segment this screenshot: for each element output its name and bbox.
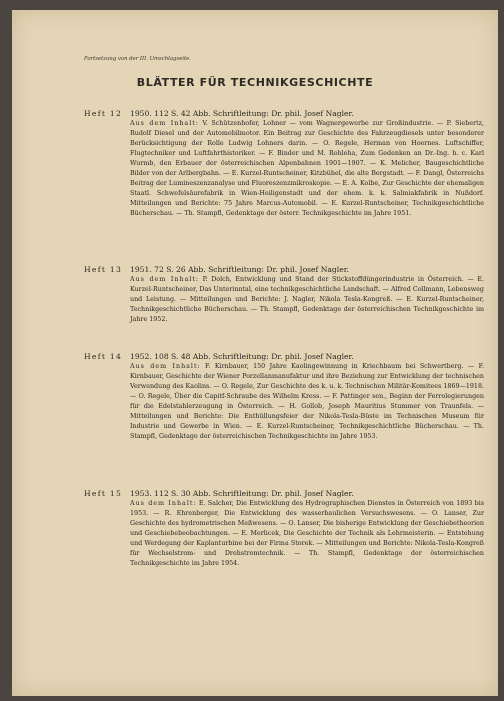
issue-body — [130, 352, 484, 442]
issue-body — [130, 265, 484, 325]
contents-label: Aus dem Inhalt: — [130, 363, 201, 370]
issue-contents — [130, 119, 484, 219]
page-title: BLÄTTER FÜR TECHNIKGESCHICHTE — [136, 76, 374, 89]
contents-text: E. Salcher, Die Entwicklung des Hydrographischen Dienstes in Österreich von 1893 bis 1953. — R. Ehrenberger, Die Entwicklung des wasserbaulichen Versuchswesens. — O. Lanser, Zur Geschichte des hydrometrischen Meßwesens. — O. Lanser, Die bisherige Entwicklung der Geschiebetheorien und Geschiebebeobachtungen. — E. Merlicek, Die Geschichte der Technik als Lehrmeisterin. — Entstehung und Werdegang der Kaplanturbine bei der Firma Storek. — Mitteilungen und Berichte: Nikola-Tesla-Kongreß für Wechselstrom- und Drehstromtechnik. — Th. Stampfl, Gedenktage der österreichischen Technikgeschichte im Jahre 1954. — [130, 500, 484, 567]
contents-text: P. Dolch, Entwicklung und Stand der Stickstoffdüngerindustrie in Österreich. — E. Kurzel-Runtscheiner, Das Unterinntal, eine technikgeschichtliche Landschaft. — Alfred Collmann, Lebensweg und Leistung. — Mitteilungen und Berichte: J. Nagler, Nikola Tesla-Kongreß. — E. Kurzel-Runtscheiner, Technikgeschichtliche Bücherschau. — Th. Stampfl, Gedenktage der österreichischen Technikgeschichte im Jahre 1952. — [130, 276, 484, 323]
contents-text: F. Kirnbauer, 150 Jahre Kaolingewinnung in Kriechbaum bei Schwertberg. — F. Kirnbauer, Geschichte der Wiener Porzellanmanufaktur und ihre Beziehung zur Entwicklung der technischen Verwendung des Kaolins. — O. Regele, Zur Geschichte des k. u. k. Technischen Militär-Komitees 1869—1918. — O. Regele, Über die Capitf-Schraube des Wilhelm Kress. — F. Pattinger sen., Beginn der Ferrolegierungen für die Edelstahlerzeugung in Österreich. — H. Gollob, Joseph Mauritius Stummer von Traunfels. — Mitteilungen und Berichte: Die Enthüllungsfeier der Nikola-Tesla-Büste im Technischen Museum für Industrie und Gewerbe in Wien. — E. Kurzel-Runtscheiner, Technikgeschichtliche Bücherschau. — Th. Stampfl, Gedenktage der österreichischen Technikgeschichte im Jahre 1953. — [130, 363, 484, 440]
issue-heading: 1953. 112 S. 30 Abb. Schriftleitung: Dr. phil. Josef Nagler. — [130, 489, 354, 498]
contents-text: V. Schützenhofer, Lohner — vom Wagnergewerbe zur Großindustrie. — P. Siebertz, Rudolf Diesel und der Automobilmotor. Ein Beitrag zur Geschichte des Fahrzeugdiesels unter besonderer Berücksichtigung der Rolle Ludwig Lohners darin. — O. Regele, Herman von Hoernes. Luftschiffer, Flugtechniker und Luftfahrthistoriker. — F. Binder und M. Rohleha, Zum Gedenken an Dr.-Ing. h. c. Karl Wurmb, den Erbauer der österreichischen Alpenbahnen 1901—1907. — K. Melicher, Baugeschichtliche Bilder von der Arlbergbahn. — E. Kurzel-Runtscheiner, Kitzbühel, die alte Bergstadt. — F. Dangl, Österreichs Beitrag der Lumineszenzanalyse und Fluoreszenzmikroskopie. — E. A. Kolbe, Zur Geschichte der ehemaligen Staatl. Schwefelsäurefabrik in Wien-Heiligenstadt und der ehem. k. k. Salmiakfabrik in Nußdorf. Mitteilungen und Berichte: 75 Jahre Marcus-Automobil. — E. Kurzel-Runtscheiner, Technikgeschichtliche Bücherschau. — Th. Stampfl, Gedenktage der österr. Technikgeschichte im Jahre 1951. — [130, 120, 484, 217]
issue-body — [130, 109, 484, 219]
issue-label: Heft 13 — [84, 265, 123, 274]
page-sheet — [12, 10, 498, 696]
continuation-note: Fortsetzung von der III. Umschlagseite. — [84, 56, 191, 62]
issue-contents — [130, 499, 484, 569]
issue-label: Heft 14 — [84, 352, 123, 361]
contents-label: Aus dem Inhalt: — [130, 276, 200, 283]
issue-label: Heft 15 — [84, 489, 123, 498]
issue-heading: 1951. 72 S. 26 Abb. Schriftleitung: Dr. phil. Josef Nagler. — [130, 265, 349, 274]
issue-heading: 1950. 112 S. 42 Abb. Schriftleitung: Dr. phil. Josef Nagler. — [130, 109, 354, 118]
issue-label: Heft 12 — [84, 109, 123, 118]
issue-body — [130, 489, 484, 569]
issue-contents — [130, 362, 484, 442]
issue-contents — [130, 275, 484, 325]
contents-label: Aus dem Inhalt: — [130, 120, 199, 127]
issue-heading: 1952. 108 S. 48 Abb. Schriftleitung: Dr. phil. Josef Nagler. — [130, 352, 354, 361]
contents-label: Aus dem Inhalt: — [130, 500, 197, 507]
